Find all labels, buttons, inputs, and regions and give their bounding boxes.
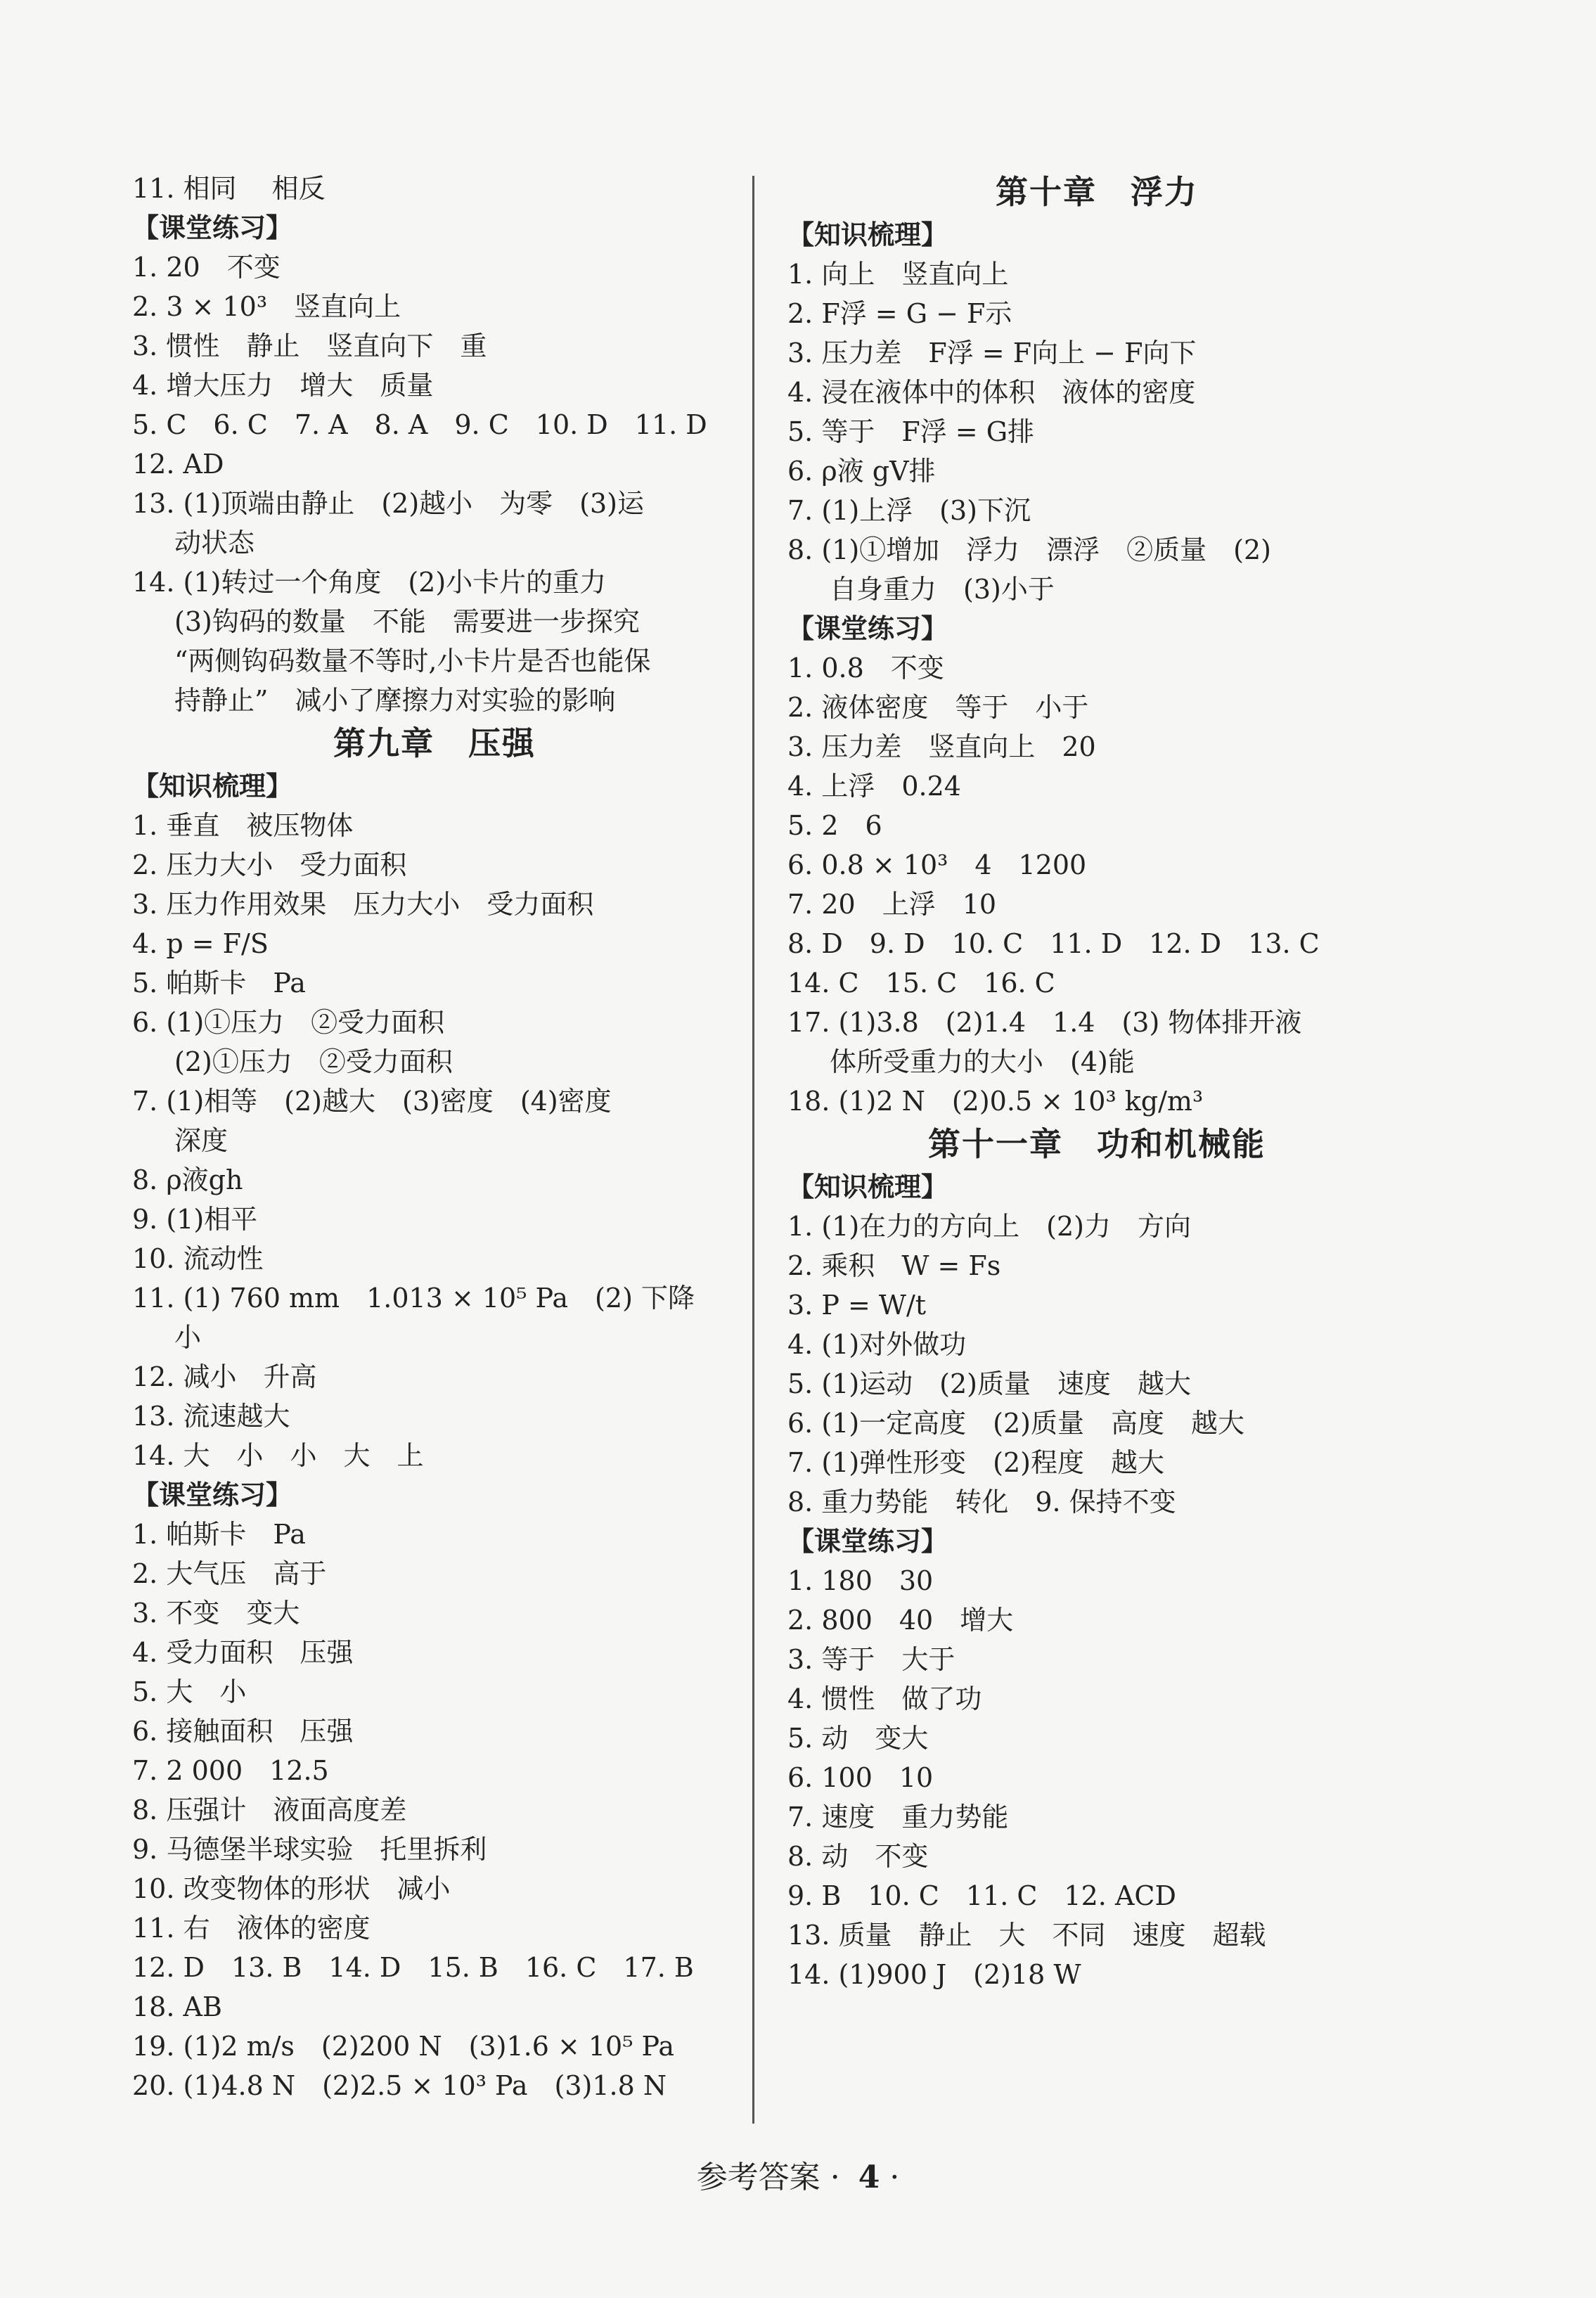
left-column (132, 169, 737, 2105)
answer-line: 10. 改变物体的形状 减小 (132, 1873, 451, 1904)
answer-line: 6. 0.8 × 10³ 4 1200 (787, 849, 1087, 880)
answer-line: 3. 等于 大于 (787, 1644, 955, 1675)
answer-line: 13. 流速越大 (132, 1401, 290, 1432)
answer-line: 5. 2 6 (787, 810, 882, 841)
answer-line: 6. ρ液 gV排 (787, 456, 936, 487)
answer-line: 13. (1)顶端由静止 (2)越小 为零 (3)运 (132, 488, 644, 519)
answer-line: 2. 3 × 10³ 竖直向上 (132, 291, 401, 322)
section-heading: 【课堂练习】 (132, 212, 293, 243)
answer-continuation: “两侧钩码数量不等时,小卡片是否也能保 (174, 646, 651, 676)
chapter-title: 第十章 浮力 (996, 173, 1198, 211)
answer-line: 9. 马德堡半球实验 托里拆利 (132, 1834, 487, 1865)
answer-line: 7. 2 000 12.5 (132, 1755, 329, 1786)
answer-line: 4. (1)对外做功 (787, 1329, 967, 1360)
answer-subline: (2)①压力 ②受力面积 (174, 1046, 453, 1077)
answer-line: 5. 大 小 (132, 1676, 247, 1707)
section-heading: 【知识梳理】 (787, 1172, 948, 1202)
answer-line: 14. 大 小 小 大 上 (132, 1440, 424, 1471)
answer-line: 12. AD (132, 449, 224, 480)
answer-line: 13. 质量 静止 大 不同 速度 超载 (787, 1920, 1266, 1951)
answer-continuation: 自身重力 (3)小于 (830, 574, 1055, 605)
answer-continuation: 深度 (174, 1125, 229, 1156)
answer-line: 1. 20 不变 (132, 252, 281, 283)
answer-continuation: 动状态 (174, 527, 255, 558)
answer-continuation: 持静止” 减小了摩擦力对实验的影响 (174, 685, 616, 716)
answer-line: 3. 压力差 F浮 = F向上 − F向下 (787, 338, 1197, 368)
answer-line: 11. 相同 相反 (132, 173, 326, 204)
answer-line: 14. C 15. C 16. C (787, 968, 1055, 999)
answer-line: 4. 上浮 0.24 (787, 771, 961, 802)
answer-line: 9. B 10. C 11. C 12. ACD (787, 1880, 1176, 1911)
answer-line: 1. 0.8 不变 (787, 653, 944, 683)
section-heading: 【课堂练习】 (787, 1526, 948, 1557)
answer-line: 4. 增大压力 增大 质量 (132, 370, 434, 401)
section-heading: 【课堂练习】 (787, 613, 948, 644)
answer-line: 1. (1)在力的方向上 (2)力 方向 (787, 1211, 1191, 1242)
answer-line: 10. 流动性 (132, 1243, 264, 1274)
answer-line: 8. 压强计 液面高度差 (132, 1795, 407, 1825)
answer-line: 9. (1)相平 (132, 1204, 258, 1235)
section-heading: 【知识梳理】 (132, 771, 293, 802)
answer-line: 1. 垂直 被压物体 (132, 810, 354, 841)
answer-line: 2. 液体密度 等于 小于 (787, 692, 1089, 723)
answer-line: 5. 帕斯卡 Pa (132, 968, 306, 999)
answer-line: 8. D 9. D 10. C 11. D 12. D 13. C (787, 928, 1320, 959)
answer-line: 5. 动 变大 (787, 1723, 929, 1754)
answer-line: 6. (1)一定高度 (2)质量 高度 越大 (787, 1408, 1244, 1439)
answer-line: 7. 速度 重力势能 (787, 1802, 1009, 1832)
answer-line: 5. 等于 F浮 = G排 (787, 416, 1035, 447)
answer-line: 7. 20 上浮 10 (787, 889, 997, 920)
answer-line: 4. 受力面积 压强 (132, 1637, 354, 1668)
answer-continuation: 体所受重力的大小 (4)能 (830, 1046, 1135, 1077)
answer-line: 1. 180 30 (787, 1565, 934, 1596)
right-column (787, 169, 1406, 1994)
answer-line: 3. P = W/t (787, 1290, 927, 1321)
answer-line: 1. 帕斯卡 Pa (132, 1519, 306, 1550)
answer-line: 4. 浸在液体中的体积 液体的密度 (787, 377, 1196, 408)
answer-line: 6. 接触面积 压强 (132, 1716, 354, 1747)
answer-line: 8. ρ液gh (132, 1164, 243, 1195)
answer-line: 7. (1)上浮 (3)下沉 (787, 495, 1031, 526)
answer-line: 17. (1)3.8 (2)1.4 1.4 (3) 物体排开液 (787, 1007, 1302, 1038)
answer-line: 5. (1)运动 (2)质量 速度 越大 (787, 1368, 1191, 1399)
answer-line: 4. p = F/S (132, 928, 269, 959)
answer-line: 18. (1)2 N (2)0.5 × 10³ kg/m³ (787, 1086, 1204, 1117)
answer-line: 3. 压力作用效果 压力大小 受力面积 (132, 889, 594, 920)
answer-line: 6. 100 10 (787, 1762, 934, 1793)
footer-dot: · (830, 2159, 840, 2195)
answer-line: 14. (1)900 J (2)18 W (787, 1959, 1081, 1990)
answer-line: 6. (1)①压力 ②受力面积 (132, 1007, 445, 1038)
answer-line: 11. (1) 760 mm 1.013 × 10⁵ Pa (2) 下降 (132, 1283, 695, 1314)
answer-line: 4. 惯性 做了功 (787, 1683, 982, 1714)
section-heading: 【知识梳理】 (787, 219, 948, 250)
answer-line: 3. 惯性 静止 竖直向下 重 (132, 330, 487, 361)
answer-line: 7. (1)相等 (2)越大 (3)密度 (4)密度 (132, 1086, 612, 1117)
answer-continuation: (3)钩码的数量 不能 需要进一步探究 (174, 606, 640, 637)
answer-line: 12. 减小 升高 (132, 1361, 317, 1392)
answer-continuation: 小 (174, 1322, 202, 1353)
answer-line: 1. 向上 竖直向上 (787, 259, 1009, 290)
page-number: 4 (858, 2159, 880, 2195)
answer-line: 14. (1)转过一个角度 (2)小卡片的重力 (132, 567, 607, 598)
footer-dot-2: · (889, 2159, 900, 2195)
footer-label: 参考答案 (696, 2159, 820, 2195)
answer-line: 12. D 13. B 14. D 15. B 16. C 17. B (132, 1952, 694, 1983)
chapter-title: 第九章 压强 (333, 724, 536, 762)
answer-line: 19. (1)2 m/s (2)200 N (3)1.6 × 10⁵ Pa (132, 2031, 675, 2062)
answer-line: 2. 大气压 高于 (132, 1558, 327, 1589)
answer-line: 3. 压力差 竖直向上 20 (787, 731, 1096, 762)
page-footer (0, 2152, 1596, 2197)
section-heading: 【课堂练习】 (132, 1479, 293, 1510)
answer-line: 2. 乘积 W = Fs (787, 1250, 1001, 1281)
answer-line: 8. 重力势能 转化 9. 保持不变 (787, 1487, 1176, 1517)
answer-line: 20. (1)4.8 N (2)2.5 × 10³ Pa (3)1.8 N (132, 2070, 667, 2101)
answer-line: 2. 800 40 增大 (787, 1605, 1014, 1636)
answer-line: 8. 动 不变 (787, 1841, 929, 1872)
answer-line: 3. 不变 变大 (132, 1598, 300, 1629)
column-divider (752, 176, 754, 2124)
answer-line: 8. (1)①增加 浮力 漂浮 ②质量 (2) (787, 534, 1271, 565)
answer-line: 7. (1)弹性形变 (2)程度 越大 (787, 1447, 1164, 1478)
answer-line: 5. C 6. C 7. A 8. A 9. C 10. D 11. D (132, 409, 707, 440)
answer-line: 2. 压力大小 受力面积 (132, 849, 407, 880)
answer-line: 18. AB (132, 1991, 222, 2022)
chapter-title: 第十一章 功和机械能 (928, 1125, 1266, 1163)
answer-line: 2. F浮 = G − F示 (787, 298, 1012, 329)
answer-line: 11. 右 液体的密度 (132, 1913, 371, 1944)
